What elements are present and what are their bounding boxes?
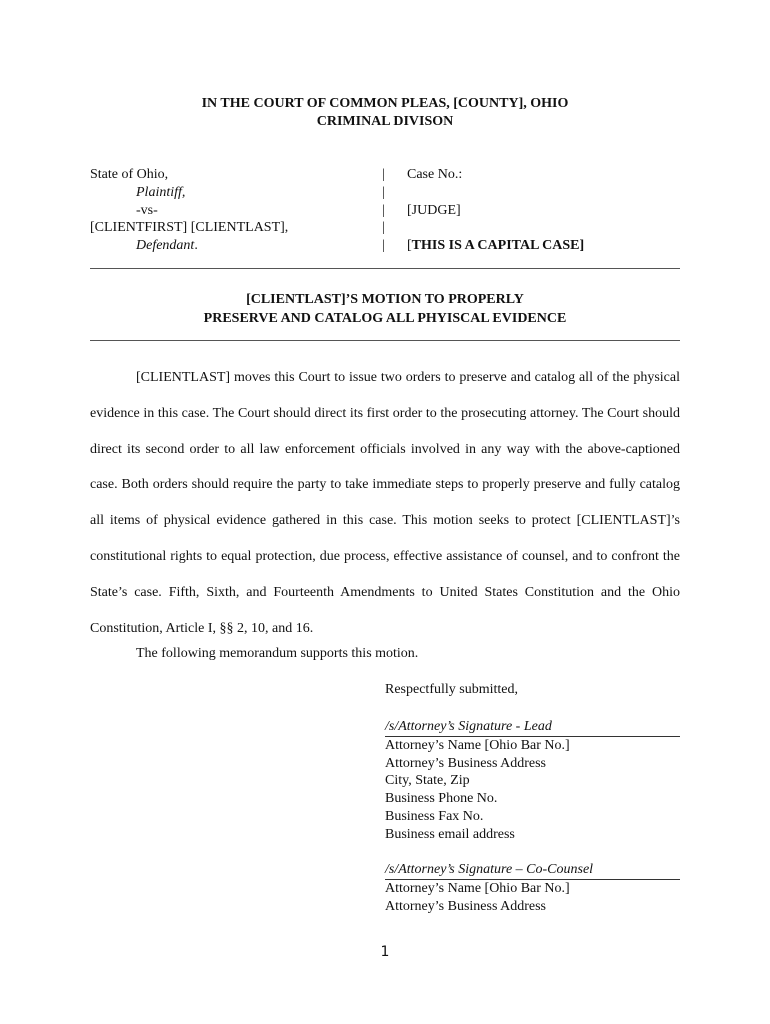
separator-mark: |	[382, 167, 385, 182]
motion-title-line: PRESERVE AND CATALOG ALL PHYISCAL EVIDENCE	[203, 311, 567, 326]
plaintiff-name: State of Ohio,	[90, 167, 169, 182]
closing-line: Respectfully submitted,	[385, 682, 518, 697]
division-name: CRIMINAL DIVISON	[316, 114, 454, 129]
co-counsel-signature-line: /s/Attorney’s Signature – Co-Counsel	[385, 861, 680, 880]
separator-mark: |	[382, 202, 385, 218]
lead-signature-block	[385, 718, 680, 844]
plaintiff-role: Plaintiff,	[136, 184, 186, 200]
case-number-label: Case No.:	[407, 167, 463, 182]
court-header	[90, 95, 680, 131]
defendant-role-line	[90, 237, 288, 255]
separator-mark: |	[382, 220, 385, 236]
attorney-name: Attorney’s Name [Ohio Bar No.]	[385, 880, 570, 896]
versus-label: -vs-	[136, 202, 158, 218]
case-caption-details	[407, 166, 584, 255]
motion-title	[90, 290, 680, 328]
attorney-address: Attorney’s Business Address	[385, 755, 546, 771]
attorney-city: City, State, Zip	[385, 773, 470, 789]
caption-divider	[90, 268, 680, 269]
motion-title-line: [CLIENTLAST]’S MOTION TO PROPERLY	[246, 292, 524, 307]
case-caption-parties	[90, 166, 288, 255]
body-paragraph: [CLIENTLAST] moves this Court to issue two orders to preserve and catalog all of the physical evidence in this case. The Court should direct its first order to the prosecuting attorney. The Court should direct its second order to all law enforcement officials involved in any way with the above-captioned case. Both orders should require the party to take immediate steps to properly preserve and fully catalog all items of physical evidence gathered in this case. This motion seeks to protect [CLIENTLAST]’s constitutional rights to equal protection, due process, effective assistance of counsel, and to confront the State’s case. Fifth, Sixth, and Fourteenth Amendments to United States Constitution and the Ohio Constitution, Article I, §§ 2, 10, and 16.	[90, 370, 680, 636]
separator-mark: |	[382, 238, 385, 253]
capital-case-notice	[407, 237, 584, 255]
attorney-email: Business email address	[385, 826, 515, 842]
caption-separator	[382, 166, 385, 255]
attorney-name: Attorney’s Name [Ohio Bar No.]	[385, 737, 570, 753]
attorney-phone: Business Phone No.	[385, 791, 498, 807]
blank-line	[407, 184, 584, 202]
attorney-fax: Business Fax No.	[385, 808, 484, 824]
motion-body	[90, 360, 680, 646]
memorandum-note: The following memorandum supports this motion.	[136, 646, 419, 661]
defendant-role-suffix: .	[194, 238, 198, 253]
defendant-role: Defendant	[136, 238, 195, 253]
judge-name: [JUDGE]	[407, 202, 461, 218]
separator-mark: |	[382, 184, 385, 200]
capital-case-text: THIS IS A CAPITAL CASE]	[411, 238, 585, 253]
co-counsel-signature-block	[385, 861, 680, 915]
lead-signature-line: /s/Attorney’s Signature - Lead	[385, 718, 680, 737]
capital-open-bracket: [	[407, 238, 412, 253]
court-name: IN THE COURT OF COMMON PLEAS, [COUNTY], OHIO	[201, 96, 569, 111]
defendant-name: [CLIENTFIRST] [CLIENTLAST],	[90, 220, 289, 236]
page-number: 1	[380, 944, 390, 960]
attorney-address: Attorney’s Business Address	[385, 898, 546, 914]
blank-line	[407, 219, 584, 237]
title-divider	[90, 340, 680, 341]
